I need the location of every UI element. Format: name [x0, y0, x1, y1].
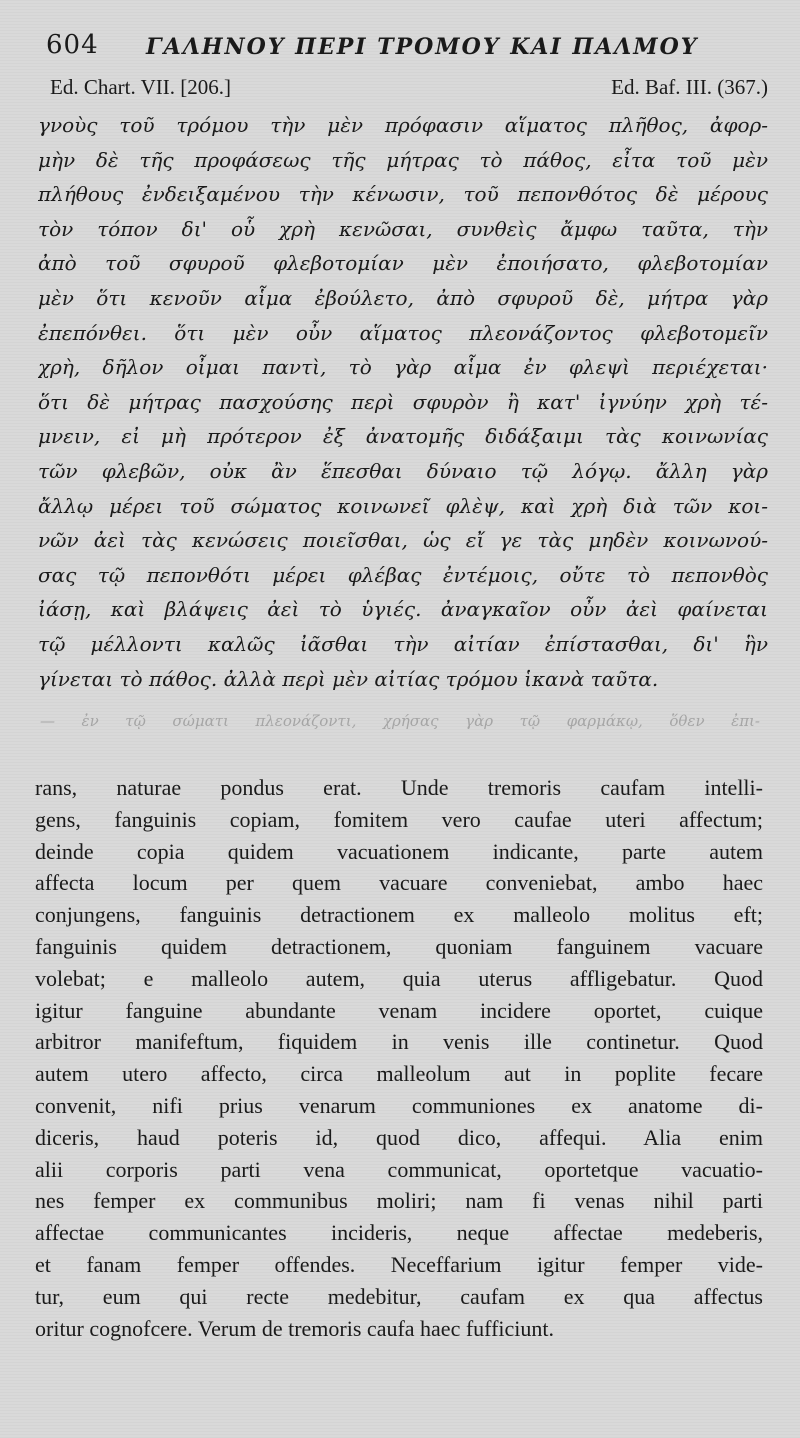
latin-line: oritur cognofcere. Verum de tremoris caufa haec fufficiunt.	[35, 1315, 555, 1341]
latin-line: tur, eum qui recte medebitur, caufam ex qua affectus	[35, 1283, 763, 1309]
latin-line: gens, fanguinis copiam, fomitem vero caufae uteri affectum;	[35, 806, 763, 832]
latin-line: affectae communicantes incideris, neque affectae medeberis,	[35, 1220, 763, 1246]
edition-reference-left: Ed. Chart. VII. [206.]	[50, 75, 231, 99]
greek-line: τῷ μέλλοντι καλῶς ἰᾶσθαι τὴν αἰτίαν ἐπίστασθαι, δι' ἣν	[38, 631, 768, 656]
page-header	[46, 30, 766, 64]
greek-line: ἄλλῳ μέρει τοῦ σώματος κοινωνεῖ φλὲψ, καὶ χρὴ διὰ τῶν κοι-	[38, 493, 768, 518]
bleed-through-text: — ἐν τῷ σώματι πλεονάζοντι, χρήσας γὰρ τῷ φαρμάκῳ, ὅθεν ἐπι-	[40, 712, 760, 730]
greek-text-block	[38, 108, 768, 696]
page-number: 604	[46, 30, 99, 60]
greek-line: τὸν τόπον δι' οὗ χρὴ κενῶσαι, συνθεὶς ἄμφω ταῦτα, τὴν	[38, 216, 768, 241]
greek-line: γνοὺς τοῦ τρόμου τὴν μὲν πρόφασιν αἵματος πλῆθος, ἀφορ-	[38, 113, 768, 137]
latin-line: conjungens, fanguinis detractionem ex malleolo molitus eft;	[35, 902, 763, 928]
greek-line: πλήθους ἐνδειξαμένου τὴν κένωσιν, τοῦ πεπονθότος δὲ μέρους	[38, 182, 768, 207]
latin-line: convenit, nifi prius venarum communiones ex anatome di-	[35, 1092, 763, 1118]
latin-line: autem utero affecto, circa malleolum aut in poplite fecare	[35, 1061, 763, 1087]
latin-line: deinde copia quidem vacuationem indicante, parte autem	[35, 838, 763, 864]
greek-line: μὴν δὲ τῆς προφάσεως τῆς μήτρας τὸ πάθος, εἶτα τοῦ μὲν	[38, 147, 768, 172]
greek-line: μὲν ὅτι κενοῦν αἷμα ἐβούλετο, ἀπὸ σφυροῦ δὲ, μήτρα γὰρ	[38, 285, 768, 310]
latin-line: affecta locum per quem vacuare conveniebat, ambo haec	[35, 870, 763, 896]
latin-line: igitur fanguine abundante venam incidere oportet, cuique	[35, 997, 763, 1023]
latin-line: nes femper ex communibus moliri; nam fi venas nihil parti	[35, 1188, 763, 1214]
latin-text-block	[35, 772, 763, 1344]
edition-reference-right: Ed. Baf. III. (367.)	[611, 75, 768, 99]
greek-line: νῶν ἀεὶ τὰς κενώσεις ποιεῖσθαι, ὡς εἴ γε τὰς μηδὲν κοινωνού-	[38, 528, 768, 553]
latin-line: volebat; e malleolo autem, quia uterus affligebatur. Quod	[35, 965, 763, 991]
latin-line: et fanam femper offendes. Neceffarium igitur femper vide-	[35, 1251, 763, 1277]
greek-line: μνειν, εἰ μὴ πρότερον ἐξ ἀνατομῆς διδάξαιμι τὰς κοινωνίας	[38, 424, 768, 449]
running-title: ΓΑΛΗΝΟΥ ΠΕΡΙ ΤΡΟΜΟΥ ΚΑΙ ΠΑΛΜΟΥ	[146, 34, 699, 60]
greek-line: γίνεται τὸ πάθος. ἀλλὰ περὶ μὲν αἰτίας τρόμου ἱκανὰ ταῦτα.	[38, 666, 659, 691]
latin-line: alii corporis parti vena communicat, oportetque vacuatio-	[35, 1156, 763, 1182]
latin-line: rans, naturae pondus erat. Unde tremoris caufam intelli-	[35, 775, 763, 800]
greek-line: ἐπεπόνθει. ὅτι μὲν οὖν αἵματος πλεονάζοντος φλεβοτομεῖν	[38, 320, 768, 345]
greek-line: ὅτι δὲ μήτρας πασχούσης περὶ σφυρὸν ἢ κατ' ἰγνύην χρὴ τέ-	[38, 389, 768, 414]
greek-line: σας τῷ πεπονθότι μέρει φλέβας ἐντέμοις, οὔτε τὸ πεπονθὸς	[38, 562, 768, 587]
greek-line: ἀπὸ τοῦ σφυροῦ φλεβοτομίαν μὲν ἐποιήσατο, φλεβοτομίαν	[38, 251, 768, 276]
greek-line: χρὴ, δῆλον οἶμαι παντὶ, τὸ γὰρ αἷμα ἐν φλεψὶ περιέχεται·	[38, 355, 768, 380]
greek-line: ἰάσῃ, καὶ βλάψεις ἀεὶ τὸ ὑγιές. ἀναγκαῖον οὖν ἀεὶ φαίνεται	[38, 597, 768, 622]
latin-line: fanguinis quidem detractionem, quoniam fanguinem vacuare	[35, 933, 763, 959]
greek-line: τῶν φλεβῶν, οὐκ ἂν ἕπεσθαι δύναιο τῷ λόγῳ. ἄλλη γὰρ	[38, 458, 768, 483]
latin-line: diceris, haud poteris id, quod dico, affequi. Alia enim	[35, 1124, 763, 1150]
latin-line: arbitror manifeftum, fiquidem in venis ille continetur. Quod	[35, 1029, 763, 1055]
